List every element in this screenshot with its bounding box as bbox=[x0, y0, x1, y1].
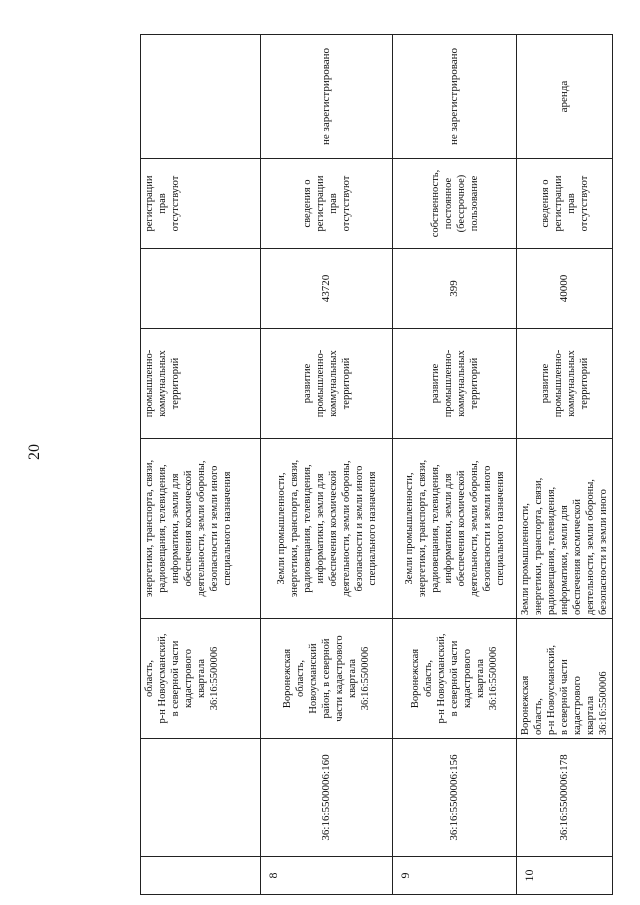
table-row bbox=[517, 35, 613, 895]
cadastral-cell: 36:16:5500006:178 bbox=[517, 739, 613, 857]
category-cell: Земли промышленности, энергетики, транспорта, связи, радиовещания, телевидения, информатики, земли для обеспечения космической деятельности, земли обороны, безопасности и земли иного специального назначения bbox=[393, 439, 517, 619]
category-cell: Земли промышленности, энергетики, транспорта, связи, радиовещания, телевидения, информатики, земли для обеспечения космической деятельности, земли обороны, безопасности и земли иного bbox=[517, 439, 613, 619]
use-cell: промышленно- коммунальных территорий bbox=[141, 329, 261, 439]
category-cell: энергетики, транспорта, связи, радиовещания, телевидения, информатики, земли для обеспечения космической деятельности, земли обороны, безопасности и земли иного специального назначения bbox=[141, 439, 261, 619]
location-cell: область, р-н Новоусманский, в северной части кадастрового квартала 36:16:5500006 bbox=[141, 619, 261, 739]
category-cell: Земли промышленности, энергетики, транспорта, связи, радиовещания, телевидения, информатики, земли для обеспечения космической деятельности, земли обороны, безопасности и земли иного специального назначения bbox=[261, 439, 393, 619]
table-row-continued bbox=[141, 35, 261, 895]
area-cell: 43720 bbox=[261, 249, 393, 329]
encumbrance-cell bbox=[141, 35, 261, 159]
encumbrance-cell: не зарегистрировано bbox=[393, 35, 517, 159]
rights-cell: регистрации прав отсутствуют bbox=[141, 159, 261, 249]
use-cell: развитие промышленно- коммунальных территорий bbox=[261, 329, 393, 439]
index-cell: 9 bbox=[393, 857, 517, 895]
index-cell bbox=[141, 857, 261, 895]
land-plots-table-sheet bbox=[140, 35, 609, 895]
encumbrance-cell: аренда bbox=[517, 35, 613, 159]
rights-cell: собственность, постоянное (бессрочное) пользование bbox=[393, 159, 517, 249]
table-row bbox=[393, 35, 517, 895]
page-number: 20 bbox=[26, 444, 43, 460]
table-row bbox=[261, 35, 393, 895]
area-cell bbox=[141, 249, 261, 329]
area-cell: 399 bbox=[393, 249, 517, 329]
cadastral-cell: 36:16:5500006:156 bbox=[393, 739, 517, 857]
use-cell: развитие промышленно- коммунальных территорий bbox=[517, 329, 613, 439]
index-cell: 8 bbox=[261, 857, 393, 895]
land-plots-table bbox=[140, 34, 613, 895]
index-cell: 10 bbox=[517, 857, 613, 895]
rights-cell: сведения о регистрации прав отсутствуют bbox=[517, 159, 613, 249]
cadastral-cell: 36:16:5500006:160 bbox=[261, 739, 393, 857]
cadastral-cell bbox=[141, 739, 261, 857]
location-cell: Воронежская область, Новоусманский район, в северной части кадастрового квартала 36:16:5500006 bbox=[261, 619, 393, 739]
location-cell: Воронежская область, р-н Новоусманский, в северной части кадастрового квартала 36:16:5500006 bbox=[393, 619, 517, 739]
encumbrance-cell: не зарегистрировано bbox=[261, 35, 393, 159]
area-cell: 40000 bbox=[517, 249, 613, 329]
rights-cell: сведения о регистрации прав отсутствуют bbox=[261, 159, 393, 249]
use-cell: развитие промышленно- коммунальных территорий bbox=[393, 329, 517, 439]
location-cell: Воронежская область, р-н Новоусманский, в северной части кадастрового квартала 36:16:5500006 bbox=[517, 619, 613, 739]
